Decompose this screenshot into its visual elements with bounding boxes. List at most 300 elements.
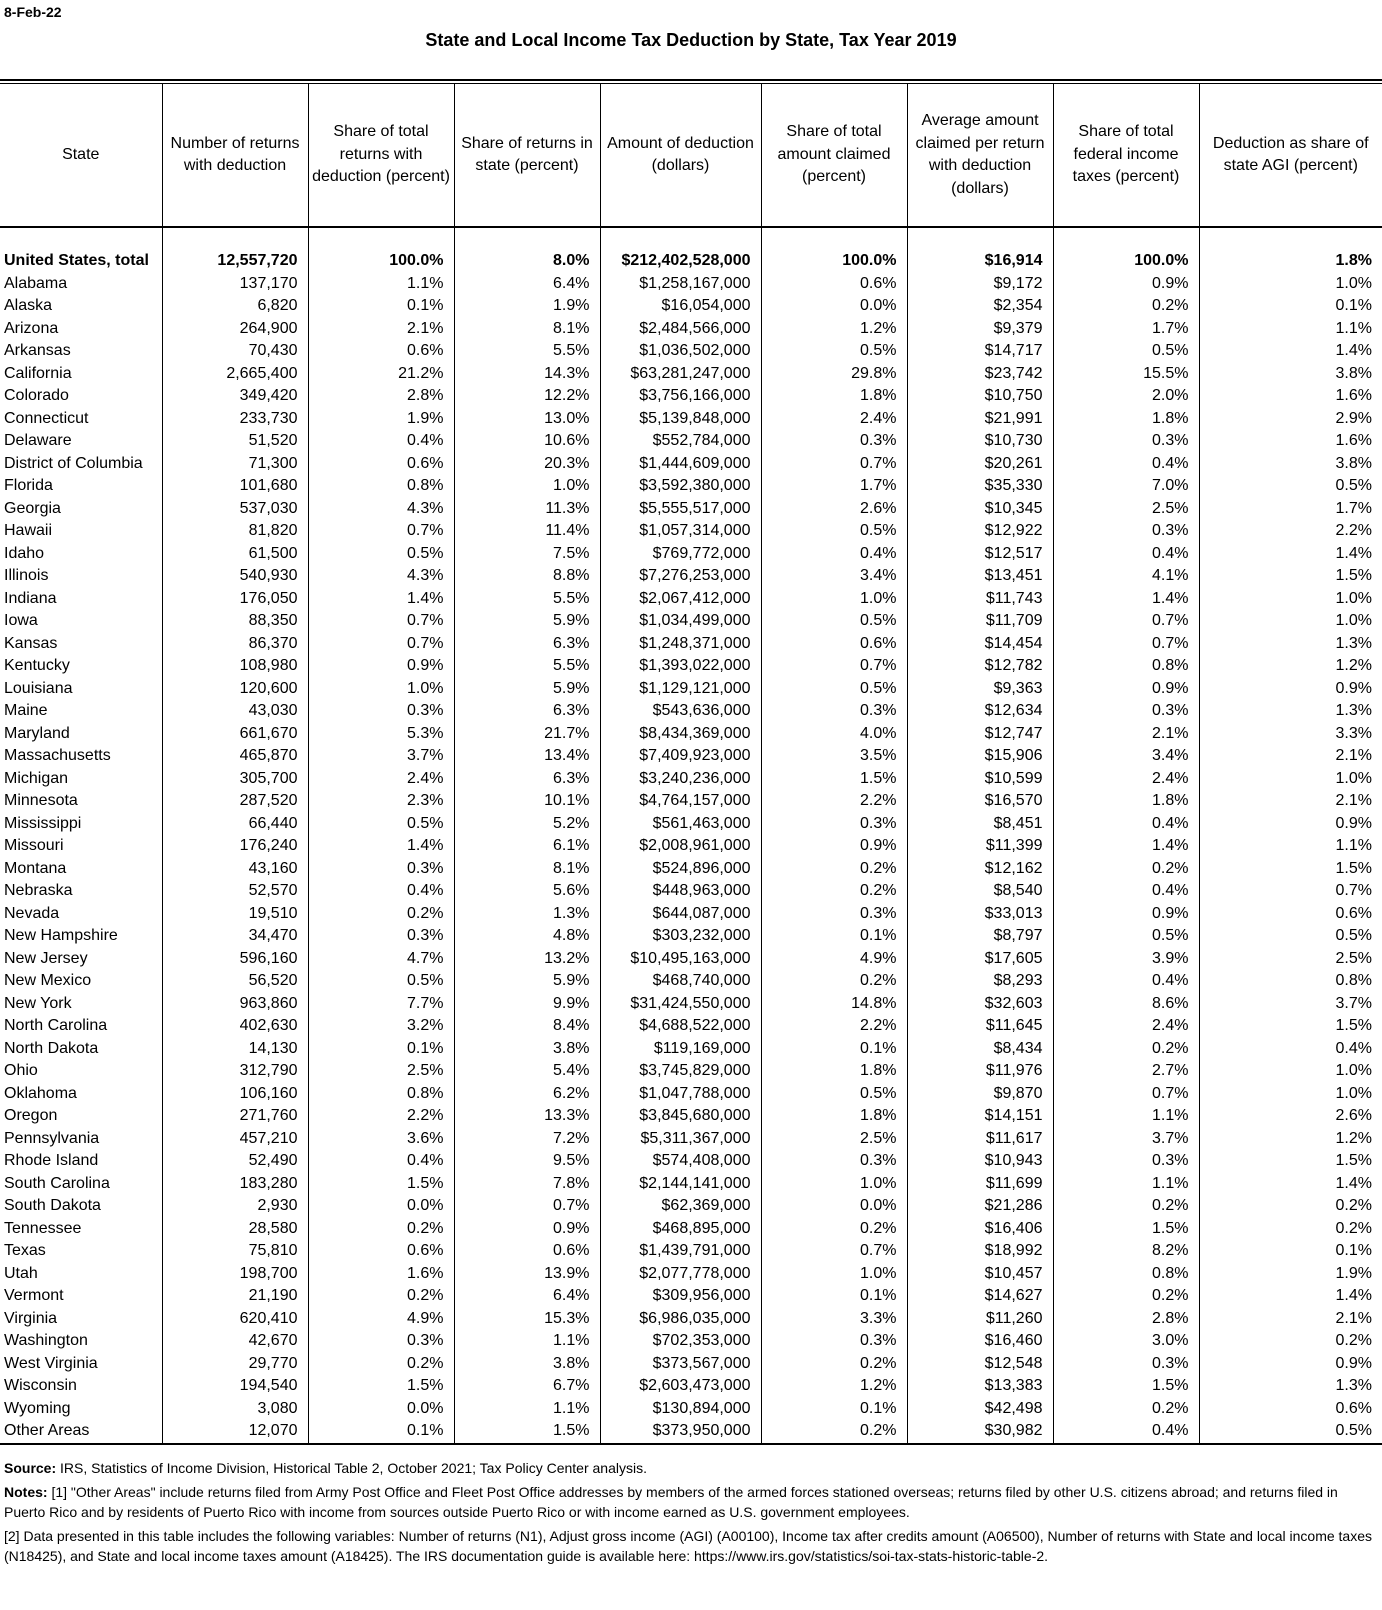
notes-label: Notes: xyxy=(4,1484,48,1500)
cell-state: Florida xyxy=(4,477,53,494)
cell-share-returns: 0.1% xyxy=(308,1038,454,1061)
cell-state: Georgia xyxy=(4,499,61,517)
cell-share-in-state: 9.9% xyxy=(454,993,600,1016)
table-row xyxy=(0,273,1382,296)
cell-state: Rhode Island xyxy=(4,1152,99,1169)
table-row xyxy=(0,318,1382,341)
cell-share-in-state: 10.1% xyxy=(454,790,600,813)
cell-share-fed-tax: 0.2% xyxy=(1053,1285,1199,1308)
cell-share-fed-tax: 0.7% xyxy=(1053,1083,1199,1106)
cell-share-fed-tax: 0.3% xyxy=(1053,520,1199,543)
cell-returns: 28,580 xyxy=(162,1218,308,1241)
cell-share-returns: 1.4% xyxy=(308,835,454,858)
cell-share-returns: 1.1% xyxy=(308,273,454,296)
cell-state: Missouri xyxy=(4,837,64,854)
cell-amount: $309,956,000 xyxy=(600,1285,761,1308)
cell-share-returns: 0.2% xyxy=(308,1218,454,1241)
cell-share-amount: 0.4% xyxy=(761,543,907,566)
cell-amount: $373,950,000 xyxy=(600,1420,761,1444)
cell-returns: 81,820 xyxy=(162,520,308,543)
cell-share-agi: 0.9% xyxy=(1199,1353,1382,1376)
cell-share-returns: 100.0% xyxy=(308,250,454,273)
column-header: Share of total federal income taxes (percent) xyxy=(1053,84,1199,227)
table-row xyxy=(0,678,1382,701)
cell-state: Tennessee xyxy=(4,1219,82,1237)
cell-share-returns: 0.7% xyxy=(308,520,454,543)
cell-returns: 271,760 xyxy=(162,1105,308,1128)
cell-state: South Carolina xyxy=(4,1174,110,1192)
cell-state: Kansas xyxy=(4,634,58,652)
cell-amount: $561,463,000 xyxy=(600,813,761,836)
table-row xyxy=(0,1060,1382,1083)
cell-share-in-state: 8.8% xyxy=(454,565,600,588)
cell-share-agi: 3.7% xyxy=(1199,993,1382,1016)
cell-share-returns: 0.8% xyxy=(308,475,454,498)
cell-state: Massachusetts xyxy=(4,747,111,764)
cell-share-fed-tax: 2.4% xyxy=(1053,1015,1199,1038)
cell-state: Alabama xyxy=(4,274,68,292)
cell-returns: 183,280 xyxy=(162,1173,308,1196)
table-row xyxy=(0,1308,1382,1331)
cell-share-fed-tax: 0.3% xyxy=(1053,700,1199,723)
cell-share-fed-tax: 1.5% xyxy=(1053,1375,1199,1398)
cell-share-amount: 0.2% xyxy=(761,1218,907,1241)
cell-returns: 661,670 xyxy=(162,723,308,746)
source-text: IRS, Statistics of Income Division, Historical Table 2, October 2021; Tax Policy Center analysis. xyxy=(56,1460,647,1476)
cell-average: $12,548 xyxy=(907,1353,1053,1376)
cell-share-amount: 4.0% xyxy=(761,723,907,746)
cell-share-returns: 1.9% xyxy=(308,408,454,431)
cell-returns: 176,050 xyxy=(162,588,308,611)
cell-share-fed-tax: 0.4% xyxy=(1053,1420,1199,1444)
cell-share-in-state: 13.0% xyxy=(454,408,600,431)
cell-share-in-state: 5.4% xyxy=(454,1060,600,1083)
table-row xyxy=(0,453,1382,476)
column-header: Share of total returns with deduction (percent) xyxy=(308,84,454,227)
cell-share-returns: 0.7% xyxy=(308,610,454,633)
cell-share-returns: 0.1% xyxy=(308,1420,454,1444)
cell-average: $14,717 xyxy=(907,340,1053,363)
cell-amount: $574,408,000 xyxy=(600,1150,761,1173)
cell-share-returns: 4.3% xyxy=(308,565,454,588)
cell-share-in-state: 8.1% xyxy=(454,858,600,881)
cell-share-in-state: 11.4% xyxy=(454,520,600,543)
cell-share-returns: 4.3% xyxy=(308,498,454,521)
cell-share-in-state: 20.3% xyxy=(454,453,600,476)
cell-share-agi: 1.6% xyxy=(1199,385,1382,408)
cell-share-fed-tax: 1.4% xyxy=(1053,588,1199,611)
column-header: Amount of deduction (dollars) xyxy=(600,84,761,227)
cell-state: Other Areas xyxy=(0,1420,162,1444)
cell-returns: 52,570 xyxy=(162,880,308,903)
cell-share-in-state: 8.1% xyxy=(454,318,600,341)
cell-share-agi: 0.5% xyxy=(1199,1420,1382,1444)
cell-returns: 963,860 xyxy=(162,993,308,1016)
cell-average: $18,992 xyxy=(907,1240,1053,1263)
cell-share-in-state: 13.4% xyxy=(454,745,600,768)
cell-average: $8,451 xyxy=(907,813,1053,836)
cell-share-fed-tax: 2.8% xyxy=(1053,1308,1199,1331)
cell-amount: $6,986,035,000 xyxy=(600,1308,761,1331)
cell-amount: $1,444,609,000 xyxy=(600,453,761,476)
cell-share-fed-tax: 0.9% xyxy=(1053,273,1199,296)
cell-share-in-state: 1.5% xyxy=(454,1420,600,1444)
cell-share-agi: 1.8% xyxy=(1199,250,1382,273)
cell-share-in-state: 5.9% xyxy=(454,610,600,633)
cell-average: $10,943 xyxy=(907,1150,1053,1173)
cell-average: $2,354 xyxy=(907,295,1053,318)
cell-share-returns: 3.7% xyxy=(308,745,454,768)
cell-returns: 106,160 xyxy=(162,1083,308,1106)
cell-average: $8,434 xyxy=(907,1038,1053,1061)
cell-share-agi: 3.8% xyxy=(1199,453,1382,476)
cell-state: West Virginia xyxy=(4,1354,98,1372)
cell-share-in-state: 5.9% xyxy=(454,678,600,701)
cell-share-in-state: 14.3% xyxy=(454,363,600,386)
cell-amount: $1,439,791,000 xyxy=(600,1240,761,1263)
cell-share-returns: 1.5% xyxy=(308,1173,454,1196)
cell-returns: 29,770 xyxy=(162,1353,308,1376)
cell-share-amount: 0.1% xyxy=(761,925,907,948)
cell-share-returns: 1.0% xyxy=(308,678,454,701)
cell-average: $20,261 xyxy=(907,453,1053,476)
cell-share-returns: 0.0% xyxy=(308,1195,454,1218)
table-row xyxy=(0,745,1382,768)
cell-share-fed-tax: 0.3% xyxy=(1053,1150,1199,1173)
cell-share-agi: 0.6% xyxy=(1199,903,1382,926)
cell-returns: 3,080 xyxy=(162,1398,308,1421)
cell-share-amount: 1.2% xyxy=(761,1375,907,1398)
cell-returns: 43,160 xyxy=(162,858,308,881)
cell-share-fed-tax: 0.4% xyxy=(1053,970,1199,993)
cell-amount: $373,567,000 xyxy=(600,1353,761,1376)
cell-amount: $1,129,121,000 xyxy=(600,678,761,701)
cell-share-amount: 1.8% xyxy=(761,1105,907,1128)
cell-average: $10,750 xyxy=(907,385,1053,408)
table-row xyxy=(0,1353,1382,1376)
cell-returns: 120,600 xyxy=(162,678,308,701)
cell-share-amount: 1.0% xyxy=(761,588,907,611)
cell-share-agi: 1.0% xyxy=(1199,1083,1382,1106)
cell-share-agi: 2.5% xyxy=(1199,948,1382,971)
cell-share-in-state: 7.2% xyxy=(454,1128,600,1151)
cell-share-agi: 1.5% xyxy=(1199,858,1382,881)
cell-returns: 349,420 xyxy=(162,385,308,408)
cell-share-fed-tax: 7.0% xyxy=(1053,475,1199,498)
cell-share-fed-tax: 1.1% xyxy=(1053,1173,1199,1196)
note-1-text: [1] "Other Areas" include returns filed from Army Post Office and Fleet Post Office addresses by members of the armed forces stationed overseas; returns filed by other U.S. citizens abroad; and returns filed in Puerto Rico and by residents of Puerto Rico with income from sources outside Puerto Rico or with income earned as U.S. government employees. xyxy=(4,1484,1338,1520)
cell-share-in-state: 1.3% xyxy=(454,903,600,926)
cell-returns: 233,730 xyxy=(162,408,308,431)
cell-share-fed-tax: 0.4% xyxy=(1053,453,1199,476)
table-row xyxy=(0,970,1382,993)
table-row xyxy=(0,295,1382,318)
cell-share-agi: 1.4% xyxy=(1199,1173,1382,1196)
cell-share-amount: 0.5% xyxy=(761,520,907,543)
table-row xyxy=(0,1398,1382,1421)
cell-state: Wisconsin xyxy=(4,1377,77,1394)
note-2: [2] Data presented in this table includes the following variables: Number of returns (N1), Adjust gross income (AGI) (A00100), Income tax after credits amount (A06500), Number of returns with State and local income taxes (N18425), and State and local income taxes amount (A18425). The IRS documentation guide is available here: https://www.irs.gov/statistics/soi-tax-stats-historic-table-2. xyxy=(4,1528,1372,1564)
cell-share-amount: 1.7% xyxy=(761,475,907,498)
cell-share-returns: 0.9% xyxy=(308,655,454,678)
cell-amount: $2,144,141,000 xyxy=(600,1173,761,1196)
cell-share-amount: 0.5% xyxy=(761,340,907,363)
cell-share-returns: 21.2% xyxy=(308,363,454,386)
cell-average: $14,627 xyxy=(907,1285,1053,1308)
cell-share-agi: 1.5% xyxy=(1199,1150,1382,1173)
cell-state: Maine xyxy=(4,702,48,719)
cell-share-amount: 4.9% xyxy=(761,948,907,971)
cell-average: $12,634 xyxy=(907,700,1053,723)
cell-returns: 12,070 xyxy=(162,1420,308,1444)
cell-state: Idaho xyxy=(4,544,45,562)
cell-share-in-state: 9.5% xyxy=(454,1150,600,1173)
cell-average: $15,906 xyxy=(907,745,1053,768)
table-row xyxy=(0,723,1382,746)
cell-returns: 176,240 xyxy=(162,835,308,858)
column-header: Number of returns with deduction xyxy=(162,84,308,227)
cell-state: Virginia xyxy=(4,1309,58,1327)
cell-state: Minnesota xyxy=(4,792,78,809)
cell-share-returns: 0.2% xyxy=(308,903,454,926)
cell-share-agi: 1.6% xyxy=(1199,430,1382,453)
cell-average: $35,330 xyxy=(907,475,1053,498)
cell-average: $10,599 xyxy=(907,768,1053,791)
cell-share-fed-tax: 0.4% xyxy=(1053,813,1199,836)
report-date: 8-Feb-22 xyxy=(4,4,62,20)
cell-share-amount: 2.4% xyxy=(761,408,907,431)
cell-amount: $1,248,371,000 xyxy=(600,633,761,656)
cell-share-in-state: 3.8% xyxy=(454,1038,600,1061)
cell-share-in-state: 7.5% xyxy=(454,543,600,566)
cell-share-amount: 100.0% xyxy=(761,250,907,273)
cell-share-in-state: 6.7% xyxy=(454,1375,600,1398)
cell-share-amount: 0.0% xyxy=(761,1195,907,1218)
cell-returns: 2,930 xyxy=(162,1195,308,1218)
cell-share-agi: 0.7% xyxy=(1199,880,1382,903)
cell-amount: $2,008,961,000 xyxy=(600,835,761,858)
cell-share-in-state: 6.1% xyxy=(454,835,600,858)
table-row xyxy=(0,880,1382,903)
table-row xyxy=(0,408,1382,431)
cell-amount: $2,603,473,000 xyxy=(600,1375,761,1398)
cell-share-fed-tax: 2.4% xyxy=(1053,768,1199,791)
cell-share-in-state: 15.3% xyxy=(454,1308,600,1331)
cell-share-agi: 0.6% xyxy=(1199,1398,1382,1421)
cell-share-returns: 0.5% xyxy=(308,970,454,993)
cell-state: Kentucky xyxy=(4,657,70,674)
cell-share-returns: 0.2% xyxy=(308,1353,454,1376)
cell-average: $9,870 xyxy=(907,1083,1053,1106)
cell-share-agi: 1.0% xyxy=(1199,610,1382,633)
cell-average: $16,914 xyxy=(907,250,1053,273)
cell-share-amount: 2.2% xyxy=(761,1015,907,1038)
column-header: State xyxy=(0,84,162,227)
cell-share-amount: 1.0% xyxy=(761,1263,907,1286)
cell-share-in-state: 8.0% xyxy=(454,250,600,273)
cell-share-agi: 1.4% xyxy=(1199,1285,1382,1308)
cell-average: $21,286 xyxy=(907,1195,1053,1218)
cell-share-in-state: 6.3% xyxy=(454,700,600,723)
table-row xyxy=(0,1128,1382,1151)
cell-average: $8,293 xyxy=(907,970,1053,993)
cell-share-returns: 4.9% xyxy=(308,1308,454,1331)
cell-share-in-state: 21.7% xyxy=(454,723,600,746)
cell-amount: $8,434,369,000 xyxy=(600,723,761,746)
cell-returns: 66,440 xyxy=(162,813,308,836)
cell-state: New Hampshire xyxy=(4,927,118,944)
cell-amount: $4,688,522,000 xyxy=(600,1015,761,1038)
cell-share-fed-tax: 0.2% xyxy=(1053,1038,1199,1061)
cell-share-amount: 3.3% xyxy=(761,1308,907,1331)
cell-returns: 70,430 xyxy=(162,340,308,363)
cell-returns: 51,520 xyxy=(162,430,308,453)
cell-share-fed-tax: 0.5% xyxy=(1053,340,1199,363)
cell-share-returns: 1.5% xyxy=(308,1375,454,1398)
cell-average: $12,922 xyxy=(907,520,1053,543)
cell-average: $12,517 xyxy=(907,543,1053,566)
cell-amount: $130,894,000 xyxy=(600,1398,761,1421)
cell-share-returns: 2.4% xyxy=(308,768,454,791)
cell-share-amount: 1.5% xyxy=(761,768,907,791)
cell-state: Indiana xyxy=(4,589,57,607)
cell-share-returns: 1.4% xyxy=(308,588,454,611)
cell-share-amount: 0.3% xyxy=(761,813,907,836)
cell-share-returns: 5.3% xyxy=(308,723,454,746)
cell-share-agi: 2.9% xyxy=(1199,408,1382,431)
cell-share-fed-tax: 2.5% xyxy=(1053,498,1199,521)
table-row xyxy=(0,1173,1382,1196)
cell-share-amount: 0.1% xyxy=(761,1398,907,1421)
cell-share-returns: 0.5% xyxy=(308,543,454,566)
cell-share-fed-tax: 3.4% xyxy=(1053,745,1199,768)
cell-state: Vermont xyxy=(4,1287,64,1304)
cell-amount: $3,845,680,000 xyxy=(600,1105,761,1128)
cell-share-amount: 0.2% xyxy=(761,1353,907,1376)
cell-share-agi: 3.8% xyxy=(1199,363,1382,386)
cell-share-agi: 2.1% xyxy=(1199,745,1382,768)
cell-share-agi: 2.1% xyxy=(1199,1308,1382,1331)
cell-share-amount: 0.3% xyxy=(761,430,907,453)
cell-amount: $5,555,517,000 xyxy=(600,498,761,521)
cell-share-amount: 0.1% xyxy=(761,1038,907,1061)
cell-share-returns: 2.8% xyxy=(308,385,454,408)
cell-average: $11,260 xyxy=(907,1308,1053,1331)
cell-returns: 2,665,400 xyxy=(162,363,308,386)
column-header: Deduction as share of state AGI (percent) xyxy=(1199,84,1382,227)
spacer-row xyxy=(0,227,1382,250)
cell-amount: $3,592,380,000 xyxy=(600,475,761,498)
cell-share-returns: 0.2% xyxy=(308,1285,454,1308)
cell-share-amount: 0.1% xyxy=(761,1285,907,1308)
cell-state: New Jersey xyxy=(4,949,88,967)
table-row xyxy=(0,903,1382,926)
cell-share-fed-tax: 1.4% xyxy=(1053,835,1199,858)
cell-share-amount: 1.0% xyxy=(761,1173,907,1196)
cell-state: Michigan xyxy=(4,769,69,787)
cell-amount: $5,311,367,000 xyxy=(600,1128,761,1151)
cell-state: Arizona xyxy=(4,319,59,337)
cell-share-fed-tax: 0.8% xyxy=(1053,655,1199,678)
cell-share-amount: 0.3% xyxy=(761,903,907,926)
cell-share-in-state: 13.3% xyxy=(454,1105,600,1128)
table-row xyxy=(0,543,1382,566)
cell-share-agi: 1.3% xyxy=(1199,633,1382,656)
cell-state: North Dakota xyxy=(4,1039,99,1057)
cell-average: $13,383 xyxy=(907,1375,1053,1398)
table-row xyxy=(0,1375,1382,1398)
cell-share-returns: 0.6% xyxy=(308,1240,454,1263)
table-row xyxy=(0,363,1382,386)
cell-share-amount: 0.5% xyxy=(761,610,907,633)
cell-share-returns: 2.5% xyxy=(308,1060,454,1083)
cell-returns: 108,980 xyxy=(162,655,308,678)
cell-amount: $468,895,000 xyxy=(600,1218,761,1241)
cell-share-in-state: 5.9% xyxy=(454,970,600,993)
cell-share-returns: 7.7% xyxy=(308,993,454,1016)
cell-share-agi: 1.4% xyxy=(1199,340,1382,363)
cell-share-fed-tax: 0.9% xyxy=(1053,903,1199,926)
cell-state: Delaware xyxy=(4,432,72,449)
cell-share-agi: 0.4% xyxy=(1199,1038,1382,1061)
cell-state: Connecticut xyxy=(4,409,89,427)
cell-share-agi: 1.0% xyxy=(1199,273,1382,296)
cell-share-in-state: 5.5% xyxy=(454,588,600,611)
table-row xyxy=(0,1083,1382,1106)
cell-returns: 52,490 xyxy=(162,1150,308,1173)
cell-share-returns: 0.4% xyxy=(308,1150,454,1173)
cell-share-fed-tax: 1.8% xyxy=(1053,790,1199,813)
cell-average: $8,797 xyxy=(907,925,1053,948)
cell-amount: $2,077,778,000 xyxy=(600,1263,761,1286)
cell-returns: 61,500 xyxy=(162,543,308,566)
cell-state: New York xyxy=(4,994,72,1012)
cell-state: Oklahoma xyxy=(4,1084,77,1102)
cell-share-agi: 0.5% xyxy=(1199,925,1382,948)
cell-state: Oregon xyxy=(4,1107,58,1124)
cell-share-amount: 29.8% xyxy=(761,363,907,386)
cell-average: $42,498 xyxy=(907,1398,1053,1421)
cell-share-returns: 0.4% xyxy=(308,880,454,903)
cell-state: Maryland xyxy=(4,724,70,742)
cell-average: $9,363 xyxy=(907,678,1053,701)
cell-returns: 14,130 xyxy=(162,1038,308,1061)
cell-share-agi: 1.0% xyxy=(1199,768,1382,791)
cell-average: $23,742 xyxy=(907,363,1053,386)
cell-average: $16,460 xyxy=(907,1330,1053,1353)
cell-returns: 287,520 xyxy=(162,790,308,813)
cell-share-agi: 1.1% xyxy=(1199,835,1382,858)
cell-state: Texas xyxy=(4,1242,46,1259)
cell-state: Colorado xyxy=(4,387,69,404)
cell-amount: $5,139,848,000 xyxy=(600,408,761,431)
cell-amount: $448,963,000 xyxy=(600,880,761,903)
cell-share-agi: 1.0% xyxy=(1199,588,1382,611)
cell-share-amount: 0.2% xyxy=(761,1420,907,1444)
cell-share-agi: 0.1% xyxy=(1199,295,1382,318)
cell-share-fed-tax: 0.2% xyxy=(1053,295,1199,318)
table-row xyxy=(0,588,1382,611)
table-row xyxy=(0,475,1382,498)
cell-share-agi: 0.8% xyxy=(1199,970,1382,993)
cell-share-fed-tax: 0.8% xyxy=(1053,1263,1199,1286)
cell-share-agi: 2.2% xyxy=(1199,520,1382,543)
table-row xyxy=(0,498,1382,521)
cell-share-returns: 0.6% xyxy=(308,453,454,476)
cell-share-returns: 0.3% xyxy=(308,700,454,723)
cell-returns: 465,870 xyxy=(162,745,308,768)
total-row xyxy=(0,250,1382,273)
